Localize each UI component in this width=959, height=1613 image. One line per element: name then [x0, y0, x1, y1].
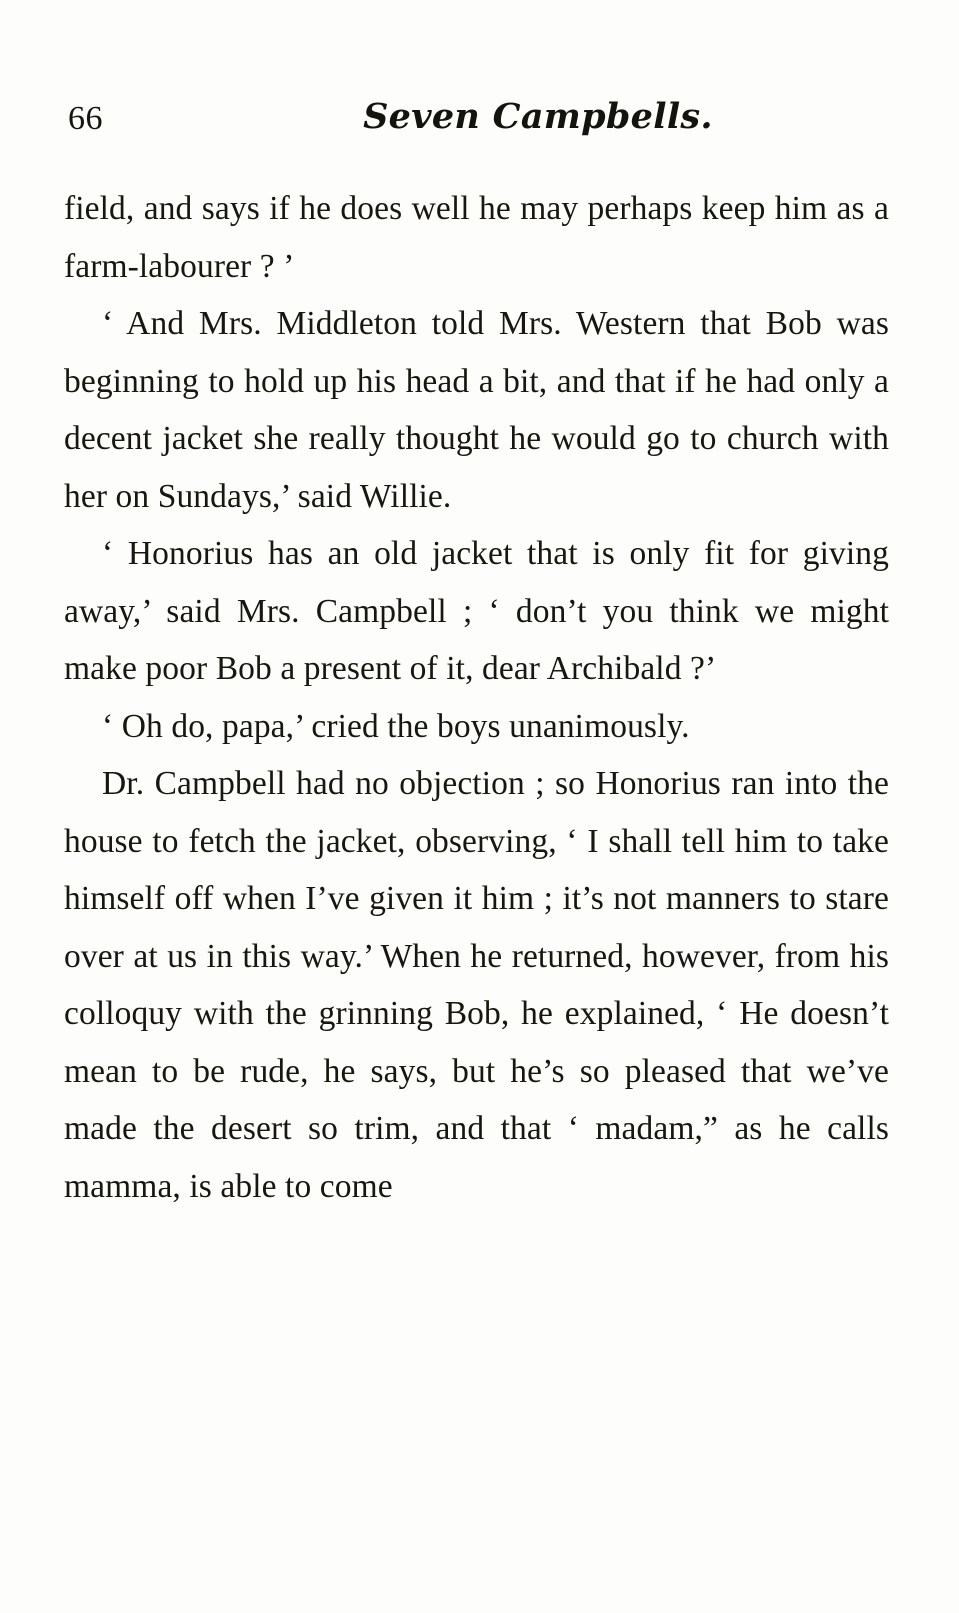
paragraph: ‘ Oh do, papa,’ cried the boys unanimously. — [102, 707, 690, 745]
paragraph: field, and says if he does well he may perhaps keep him as a farm-labourer ? ’ — [64, 190, 889, 285]
page-header — [68, 96, 888, 148]
page-number: 66 — [68, 100, 103, 137]
paragraph: Dr. Campbell had no objection ; so Honorius ran into the house to fetch the jacket, observing, ‘ I shall tell him to take himself off when I’ve given it him ; it’s not manners to stare over at us in this way.’ When he returned, however, from his colloquy with the grinning Bob, he explained, ‘ He doesn’t mean to be rude, he says, but he’s so pleased that we’ve made the desert so trim, and that ‘ madam,” as he calls mamma, is able to come — [64, 765, 889, 1205]
paragraph: ‘ And Mrs. Middleton told Mrs. Western that Bob was beginning to hold up his head a bit, and that if he had only a decent jacket she really thought he would go to church with her on Sundays,’ said Willie. — [64, 305, 889, 515]
paragraph: ‘ Honorius has an old jacket that is only fit for giving away,’ said Mrs. Campbell ; ‘ don’t you think we might make poor Bob a present of it, dear Archibald ?’ — [64, 535, 889, 687]
running-title: Seven Campbells. — [363, 96, 713, 137]
page-body — [64, 180, 889, 1215]
